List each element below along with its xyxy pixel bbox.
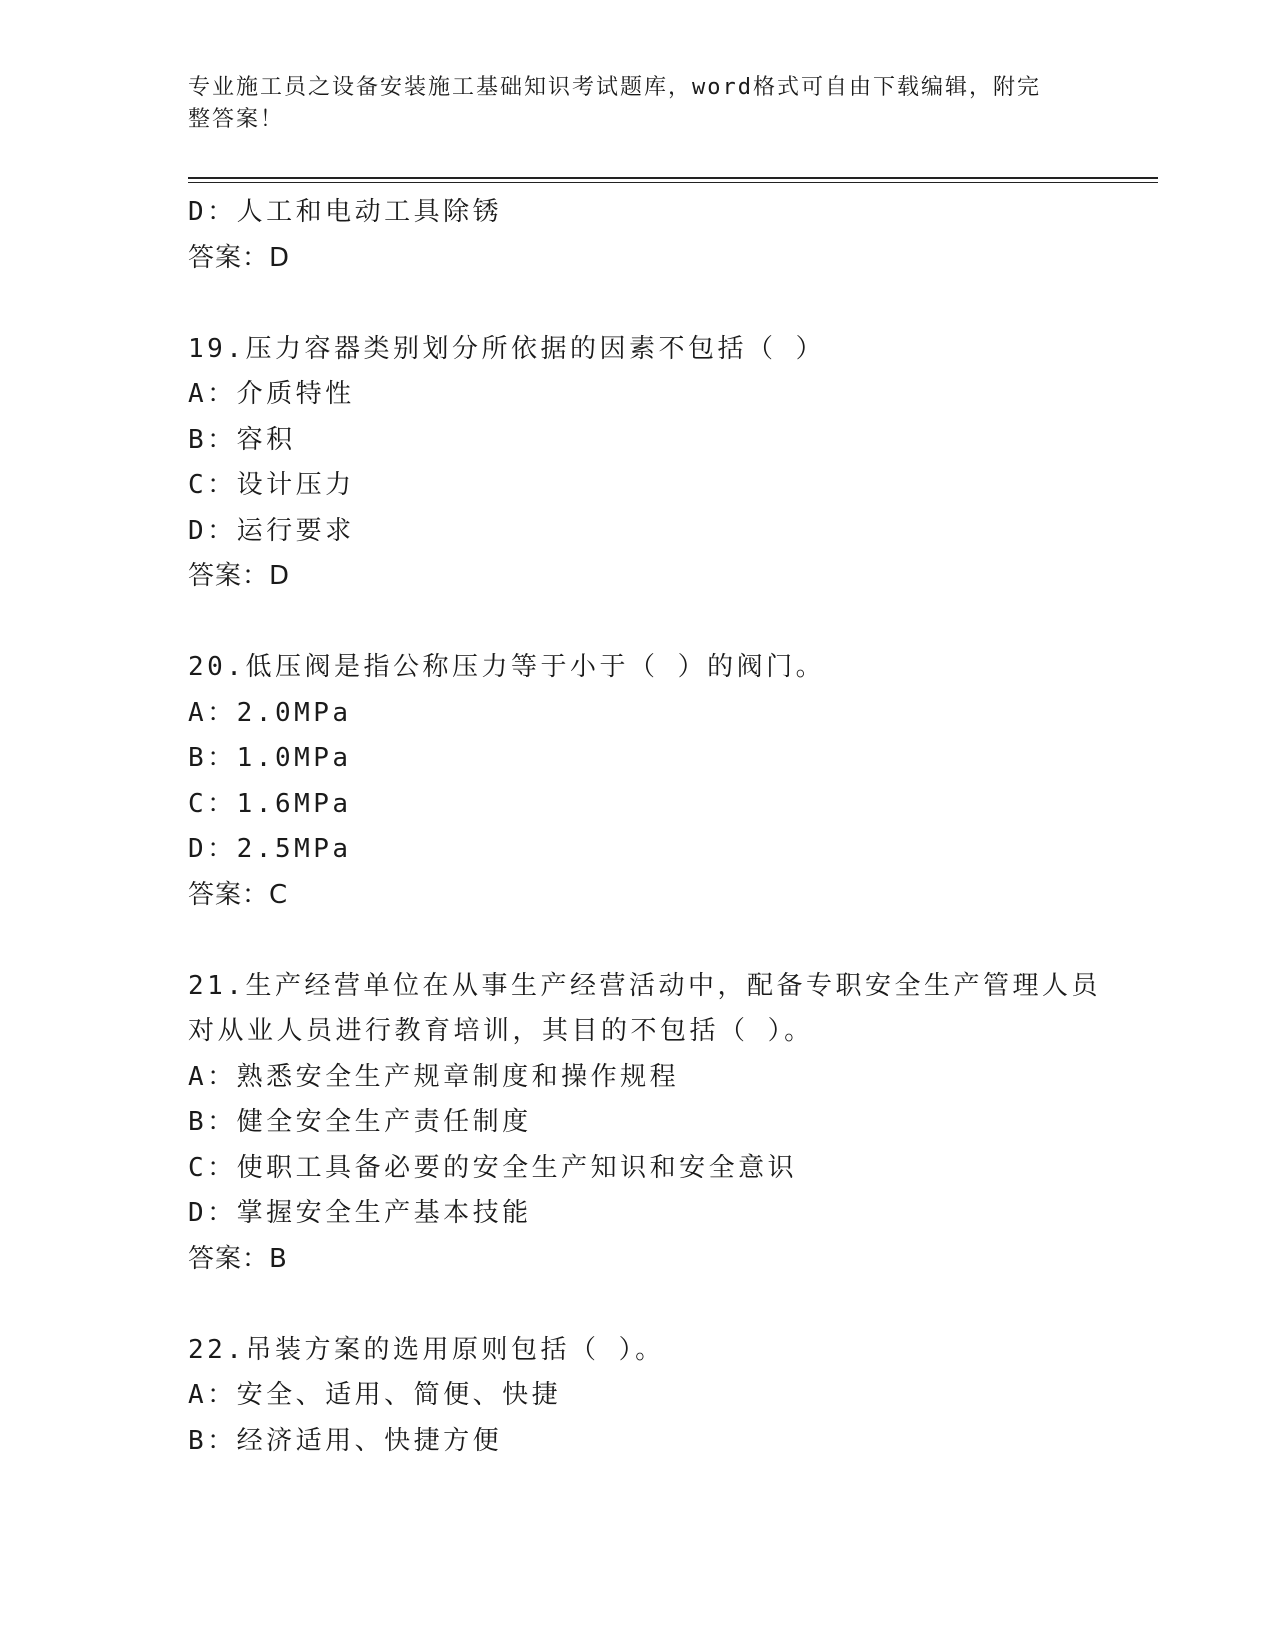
option-b: B：经济适用、快捷方便 [188,1425,503,1456]
option-a: A：介质特性 [188,379,355,409]
option-b: B：1.0MPa [188,743,352,773]
spacer [188,1282,1088,1328]
question-stem-line-1: 21.生产经营单位在从事生产经营活动中，配备专职安全生产管理人员 [188,970,1101,1001]
question-20 [188,645,1088,918]
option-b: B：健全安全生产责任制度 [188,1107,532,1137]
option-d: D：掌握安全生产基本技能 [188,1198,532,1228]
question-19 [188,327,1088,600]
answer-line: 答案：D [188,561,291,591]
answer-line: 答案：B [188,1243,288,1274]
option-c: C：使职工具备必要的安全生产知识和安全意识 [188,1152,798,1183]
option-c: C：设计压力 [188,470,355,500]
question-stem: 20.低压阀是指公称压力等于小于（ ）的阀门。 [188,652,826,682]
option-d: D：运行要求 [188,515,355,546]
option-a: A：熟悉安全生产规章制度和操作规程 [188,1061,680,1092]
answer-line: 答案：D [188,242,291,273]
option-b: B：容积 [188,424,296,455]
question-21 [188,964,1101,1283]
option-a: A：安全、适用、简便、快捷 [188,1380,562,1410]
question-stem: 22.吊装方案的选用原则包括（ ）。 [188,1334,665,1365]
question-stem: 19.压力容器类别划分所依据的因素不包括（ ） [188,333,826,364]
option-d: D：2.5MPa [188,834,352,864]
option-d: D：人工和电动工具除锈 [188,197,503,227]
spacer [188,281,1088,327]
document-header [188,72,1068,136]
option-a: A：2.0MPa [188,697,352,728]
spacer [188,918,1088,964]
option-c: C：1.6MPa [188,788,352,819]
carryover-block [188,190,1088,281]
header-divider-thick [188,177,1158,179]
spacer [188,600,1088,646]
question-content [188,190,1101,1464]
header-line-1: 专业施工员之设备安装施工基础知识考试题库，word格式可自由下载编辑，附完 [188,75,1041,100]
question-22 [188,1328,1088,1465]
answer-line: 答案：C [188,879,289,910]
header-divider-thin [188,182,1158,183]
header-line-2: 整答案！ [188,107,285,132]
question-stem-line-2: 对从业人员进行教育培训，其目的不包括（ ）。 [188,1016,814,1046]
